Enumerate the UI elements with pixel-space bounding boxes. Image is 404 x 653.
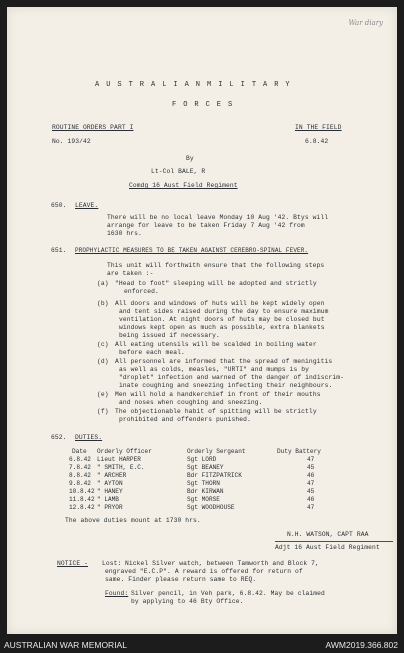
orders-title: ROUTINE ORDERS PART I (52, 124, 134, 131)
item-652-number: 652. (51, 434, 67, 441)
notice-found-line: by applying to 46 Bty Office. (131, 598, 244, 605)
cell-officer: " SMITH, E.C. (97, 464, 145, 471)
item-650-number: 650. (51, 202, 67, 209)
signature-rule (275, 541, 393, 542)
notice-lost-label: Lost: (102, 560, 122, 567)
header-officer: Orderly Officer (97, 448, 152, 455)
cell-sergeant: Sgt THORN (187, 480, 220, 487)
duties-mount-note: The above duties mount at 1730 hrs. (65, 517, 201, 524)
notice-found-line: Silver pencil, in Veh park, 6.8.42. May be claimed (131, 590, 325, 597)
header-date: Date (72, 448, 87, 455)
cell-date: 11.8.42 (69, 496, 95, 503)
orders-number: No. 193/42 (52, 138, 91, 145)
point-line: being issued if necessary. (119, 332, 220, 339)
point-label: (d) (97, 358, 109, 365)
cell-sergeant: Sgt WOODHOUSE (187, 504, 235, 511)
archive-footer (0, 636, 404, 653)
point-label: (f) (97, 408, 109, 415)
cell-date: 8.8.42 (69, 472, 91, 479)
document-page (7, 7, 397, 634)
point-label: (c) (97, 341, 109, 348)
point-label: (e) (97, 391, 109, 398)
orders-command: Comdg 16 Aust Field Regiment (129, 182, 238, 189)
item-651-intro: This unit will forthwith ensure that the following steps (107, 262, 325, 269)
item-651-intro: are taken :- (107, 270, 154, 277)
footer-reference: AWM2019.366.802 (325, 640, 398, 650)
item-651-number: 651. (51, 247, 67, 254)
cell-sergeant: Bdr FITZPATRICK (187, 472, 242, 479)
point-line: Men will hold a handkerchief in front of their mouths (115, 391, 321, 398)
point-line: ventilation. At night doors of huts may be closed but (119, 316, 325, 323)
item-651-heading: PROPHYLACTIC MEASURES TO BE TAKEN AGAINST CEREBRO-SPINAL FEVER. (75, 247, 309, 254)
item-650-line: arrange for leave to be taken Friday 7 Aug '42 from (107, 222, 305, 229)
notice-lost-line: same. Finder please return same to REQ. (105, 576, 257, 583)
header-sergeant: Orderly Sergeant (187, 448, 246, 455)
point-line: All doors and windows of huts will be kept widely open (115, 300, 325, 307)
signature-role: Adjt 16 Aust Field Regiment (275, 544, 380, 551)
cell-officer: " LAMB (97, 496, 119, 503)
cell-officer: " ARCHER (97, 472, 127, 479)
point-line: as well as colds, measles, "URTI" and mumps is by (119, 366, 310, 373)
header-battery: Duty Battery (277, 448, 321, 455)
pencil-annotation: War diary (348, 19, 383, 27)
cell-date: 6.8.42 (69, 456, 91, 463)
orders-commander: Lt-Col BALE, R (151, 168, 206, 175)
point-line: All eating utensils will be scalded in boiling water (115, 341, 317, 348)
cell-officer: " HANEY (97, 488, 123, 495)
point-line: enforced. (124, 288, 159, 295)
cell-battery: 46 (307, 472, 315, 479)
cell-battery: 45 (307, 464, 315, 471)
heading-line-2: F O R C E S (172, 101, 234, 109)
point-line: "droplet" infection and warned of the danger of indiscrim- (119, 374, 344, 381)
point-line: and tent sides raised during the day to ensure maximum (119, 308, 329, 315)
cell-sergeant: Bdr KIRWAN (187, 488, 224, 495)
orders-location: IN THE FIELD (295, 124, 342, 131)
point-line: All personnel are informed that the spread of meningitis (115, 358, 333, 365)
point-line: prohibited and offenders punished. (119, 416, 251, 423)
point-line: The objectionable habit of spitting will be strictly (115, 408, 317, 415)
cell-officer: " AYTON (97, 480, 123, 487)
point-line: windows kept open as much as possible, extra blankets (119, 324, 325, 331)
cell-battery: 47 (307, 480, 315, 487)
item-652-heading: DUTIES. (75, 434, 103, 441)
cell-battery: 45 (307, 488, 315, 495)
cell-battery: 47 (307, 456, 315, 463)
heading-line-1: A U S T R A L I A N M I L I T A R Y (95, 81, 292, 89)
notice-label: NOTICE - (57, 560, 89, 567)
signature-name: N.H. WATSON, CAPT RAA (287, 531, 369, 538)
point-line: "Head to foot" sleeping will be adopted and strictly (115, 280, 317, 287)
point-label: (a) (97, 280, 109, 287)
cell-date: 10.8.42 (69, 488, 95, 495)
notice-lost-line: engraved "E.C.P". A reward is offered for return of (105, 568, 303, 575)
orders-date: 6.8.42 (305, 138, 329, 145)
point-line: before each meal. (119, 349, 185, 356)
cell-date: 7.8.42 (69, 464, 91, 471)
notice-lost-line: Nickel Silver watch, between Tamworth and Block 7, (125, 560, 319, 567)
cell-date: 12.8.42 (69, 504, 95, 511)
cell-officer: Lieut HARPER (97, 456, 141, 463)
cell-sergeant: Sgt MORSE (187, 496, 220, 503)
point-line: inate coughing and sneezing infecting their neighbours. (119, 382, 333, 389)
cell-date: 9.8.42 (69, 480, 91, 487)
item-650-line: There will be no local leave Monday 10 Aug '42. Btys will (107, 214, 329, 221)
item-650-line: 1630 hrs. (107, 230, 142, 237)
item-650-heading: LEAVE. (75, 202, 99, 209)
cell-battery: 47 (307, 504, 315, 511)
point-line: and noses when coughing and sneezing. (119, 399, 263, 406)
point-label: (b) (97, 300, 109, 307)
cell-sergeant: Sgt BEANEY (187, 464, 224, 471)
orders-by: By (186, 155, 194, 162)
footer-source: AUSTRALIAN WAR MEMORIAL (4, 640, 127, 650)
cell-sergeant: Sgt LORD (187, 456, 217, 463)
notice-found-label: Found: (105, 590, 129, 597)
cell-officer: " PRYOR (97, 504, 123, 511)
cell-battery: 46 (307, 496, 315, 503)
